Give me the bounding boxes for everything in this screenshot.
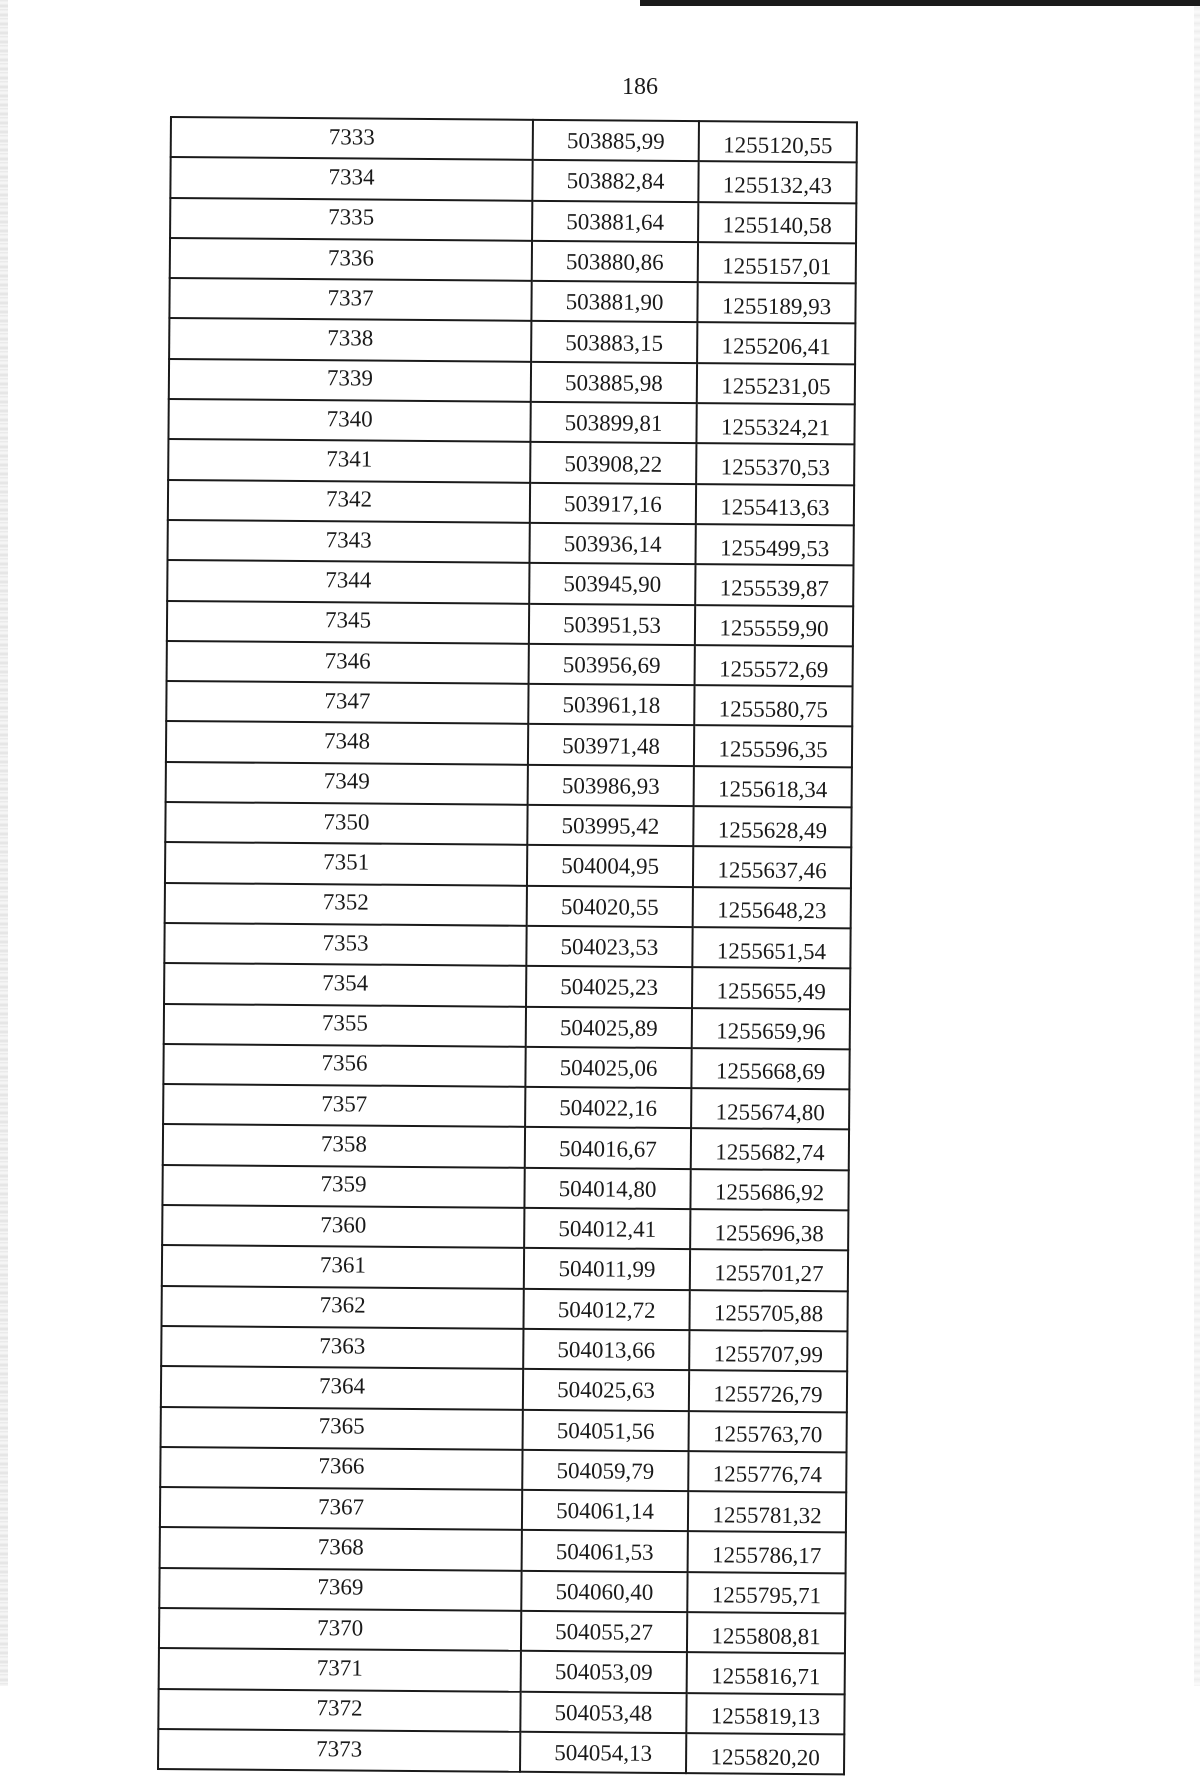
y-coordinate-cell: 1255674,80	[691, 1088, 849, 1130]
point-number-cell: 7362	[161, 1286, 523, 1329]
point-number-cell: 7370	[159, 1608, 521, 1651]
x-coordinate-cell: 503971,48	[528, 724, 694, 766]
x-coordinate-cell: 503917,16	[530, 483, 696, 525]
y-coordinate-cell: 1255820,20	[686, 1733, 844, 1775]
point-number-cell: 7368	[160, 1527, 522, 1570]
y-coordinate-cell: 1255763,70	[689, 1411, 847, 1453]
x-coordinate-cell: 503881,90	[531, 281, 697, 323]
point-number-cell: 7354	[164, 963, 526, 1006]
point-number-cell: 7337	[169, 278, 531, 321]
point-number-cell: 7351	[165, 842, 527, 885]
y-coordinate-cell: 1255539,87	[695, 564, 853, 606]
table-row	[164, 1004, 850, 1050]
x-coordinate-cell: 504012,41	[524, 1208, 690, 1250]
y-coordinate-cell: 1255596,35	[694, 726, 852, 768]
point-number-cell: 7342	[168, 480, 530, 523]
y-coordinate-cell: 1255637,46	[693, 846, 851, 888]
x-coordinate-cell: 503880,86	[532, 241, 698, 283]
point-number-cell: 7366	[160, 1447, 522, 1490]
x-coordinate-cell: 504023,53	[526, 926, 692, 968]
y-coordinate-cell: 1255668,69	[691, 1048, 849, 1090]
table-row	[169, 278, 855, 324]
y-coordinate-cell: 1255696,38	[690, 1209, 848, 1251]
table-row	[161, 1366, 847, 1412]
y-coordinate-cell: 1255206,41	[697, 323, 855, 365]
point-number-cell: 7365	[161, 1406, 523, 1449]
x-coordinate-cell: 504016,67	[525, 1127, 691, 1169]
y-coordinate-cell: 1255132,43	[698, 161, 856, 203]
y-coordinate-cell: 1255572,69	[695, 645, 853, 687]
table-row	[170, 238, 856, 284]
x-coordinate-cell: 504014,80	[524, 1168, 690, 1210]
table-row	[168, 439, 854, 485]
x-coordinate-cell: 503885,99	[533, 120, 699, 162]
y-coordinate-cell: 1255816,71	[687, 1652, 845, 1694]
table-row	[168, 399, 854, 445]
table-row	[169, 318, 855, 364]
table-row	[170, 198, 856, 244]
point-number-cell: 7341	[168, 439, 530, 482]
table-row	[158, 1689, 844, 1735]
y-coordinate-cell: 1255559,90	[695, 605, 853, 647]
point-number-cell: 7348	[166, 721, 528, 764]
page-number: 186	[622, 74, 658, 100]
table-row	[169, 359, 855, 405]
y-coordinate-cell: 1255231,05	[697, 363, 855, 405]
x-coordinate-cell: 503882,84	[532, 160, 698, 202]
x-coordinate-cell: 504061,53	[522, 1530, 688, 1572]
point-number-cell: 7371	[159, 1648, 521, 1691]
scan-left-edge	[0, 0, 8, 1686]
y-coordinate-cell: 1255686,92	[690, 1169, 848, 1211]
point-number-cell: 7357	[163, 1084, 525, 1127]
point-number-cell: 7363	[161, 1326, 523, 1369]
point-number-cell: 7339	[169, 359, 531, 402]
y-coordinate-cell: 1255120,55	[699, 121, 857, 163]
point-number-cell: 7335	[170, 198, 532, 241]
point-number-cell: 7333	[171, 117, 533, 160]
table-row	[159, 1608, 845, 1654]
y-coordinate-cell: 1255648,23	[693, 887, 851, 929]
table-row	[161, 1326, 847, 1372]
table-row	[159, 1568, 845, 1614]
table-row	[164, 923, 850, 969]
y-coordinate-cell: 1255786,17	[688, 1532, 846, 1574]
y-coordinate-cell: 1255499,53	[695, 524, 853, 566]
x-coordinate-cell: 503908,22	[530, 442, 696, 484]
y-coordinate-cell: 1255659,96	[692, 1008, 850, 1050]
table-row	[162, 1205, 848, 1251]
x-coordinate-cell: 503945,90	[529, 563, 695, 605]
x-coordinate-cell: 503995,42	[527, 805, 693, 847]
table-row	[171, 117, 857, 163]
table-row	[166, 721, 852, 767]
table-row	[165, 883, 851, 929]
x-coordinate-cell: 504011,99	[524, 1248, 690, 1290]
x-coordinate-cell: 503956,69	[529, 644, 695, 686]
point-number-cell: 7352	[165, 883, 527, 926]
y-coordinate-cell: 1255618,34	[694, 766, 852, 808]
point-number-cell: 7356	[163, 1044, 525, 1087]
y-coordinate-cell: 1255189,93	[697, 282, 855, 324]
table-row	[164, 963, 850, 1009]
x-coordinate-cell: 504055,27	[521, 1611, 687, 1653]
y-coordinate-cell: 1255781,32	[688, 1491, 846, 1533]
y-coordinate-cell: 1255808,81	[687, 1612, 845, 1654]
x-coordinate-cell: 504012,72	[523, 1288, 689, 1330]
point-number-cell: 7346	[167, 641, 529, 684]
point-number-cell: 7361	[162, 1245, 524, 1288]
x-coordinate-cell: 503936,14	[529, 523, 695, 565]
table-row	[167, 560, 853, 606]
x-coordinate-cell: 504059,79	[522, 1450, 688, 1492]
table-row	[165, 842, 851, 888]
table-row	[163, 1084, 849, 1130]
table-row	[161, 1286, 847, 1332]
point-number-cell: 7373	[158, 1729, 520, 1772]
x-coordinate-cell: 504013,66	[523, 1329, 689, 1371]
x-coordinate-cell: 504020,55	[527, 885, 693, 927]
point-number-cell: 7334	[170, 157, 532, 200]
table-row	[165, 802, 851, 848]
y-coordinate-cell: 1255580,75	[694, 685, 852, 727]
table-row	[167, 601, 853, 647]
x-coordinate-cell: 503881,64	[532, 200, 698, 242]
point-number-cell: 7343	[168, 520, 530, 563]
table-row	[163, 1044, 849, 1090]
table-row	[168, 480, 854, 526]
x-coordinate-cell: 504053,09	[521, 1651, 687, 1693]
y-coordinate-cell: 1255795,71	[687, 1572, 845, 1614]
y-coordinate-cell: 1255413,63	[696, 484, 854, 526]
point-number-cell: 7336	[170, 238, 532, 281]
y-coordinate-cell: 1255370,53	[696, 444, 854, 486]
table-row	[160, 1487, 846, 1533]
x-coordinate-cell: 503986,93	[528, 765, 694, 807]
table-row	[167, 641, 853, 687]
y-coordinate-cell: 1255726,79	[689, 1370, 847, 1412]
x-coordinate-cell: 503951,53	[529, 603, 695, 645]
point-number-cell: 7360	[162, 1205, 524, 1248]
point-number-cell: 7364	[161, 1366, 523, 1409]
table-row	[161, 1406, 847, 1452]
point-number-cell: 7349	[166, 762, 528, 805]
x-coordinate-cell: 503885,98	[531, 362, 697, 404]
point-number-cell: 7369	[159, 1568, 521, 1611]
x-coordinate-cell: 504053,48	[520, 1691, 686, 1733]
y-coordinate-cell: 1255628,49	[693, 806, 851, 848]
x-coordinate-cell: 504025,06	[525, 1047, 691, 1089]
x-coordinate-cell: 504004,95	[527, 845, 693, 887]
x-coordinate-cell: 504025,89	[526, 1006, 692, 1048]
point-number-cell: 7350	[165, 802, 527, 845]
x-coordinate-cell: 503961,18	[528, 684, 694, 726]
y-coordinate-cell: 1255682,74	[691, 1129, 849, 1171]
x-coordinate-cell: 503899,81	[530, 402, 696, 444]
y-coordinate-cell: 1255324,21	[696, 403, 854, 445]
y-coordinate-cell: 1255707,99	[689, 1330, 847, 1372]
point-number-cell: 7338	[169, 318, 531, 361]
table-row	[158, 1729, 844, 1775]
table-row	[162, 1245, 848, 1291]
x-coordinate-cell: 504061,14	[522, 1490, 688, 1532]
table-row	[163, 1124, 849, 1170]
point-number-cell: 7358	[163, 1124, 525, 1167]
table-row	[170, 157, 856, 203]
point-number-cell: 7340	[168, 399, 530, 442]
point-number-cell: 7347	[166, 681, 528, 724]
coordinates-table	[157, 116, 858, 1776]
y-coordinate-cell: 1255157,01	[698, 242, 856, 284]
point-number-cell: 7359	[162, 1165, 524, 1208]
x-coordinate-cell: 504054,13	[520, 1732, 686, 1774]
table-row	[166, 762, 852, 808]
point-number-cell: 7367	[160, 1487, 522, 1530]
table-row	[159, 1648, 845, 1694]
x-coordinate-cell: 504025,63	[523, 1369, 689, 1411]
y-coordinate-cell: 1255655,49	[692, 967, 850, 1009]
table-row	[160, 1527, 846, 1573]
x-coordinate-cell: 504025,23	[526, 966, 692, 1008]
coordinates-table-body	[158, 117, 857, 1775]
x-coordinate-cell: 503883,15	[531, 321, 697, 363]
point-number-cell: 7344	[167, 560, 529, 603]
point-number-cell: 7345	[167, 601, 529, 644]
y-coordinate-cell: 1255140,58	[698, 202, 856, 244]
x-coordinate-cell: 504060,40	[521, 1570, 687, 1612]
point-number-cell: 7353	[164, 923, 526, 966]
table-row	[162, 1165, 848, 1211]
y-coordinate-cell: 1255705,88	[689, 1290, 847, 1332]
x-coordinate-cell: 504051,56	[523, 1409, 689, 1451]
y-coordinate-cell: 1255819,13	[686, 1693, 844, 1735]
table-row	[160, 1447, 846, 1493]
scan-right-edge	[1194, 0, 1200, 1686]
top-rule	[640, 0, 1200, 6]
y-coordinate-cell: 1255651,54	[692, 927, 850, 969]
coordinates-table-container	[157, 116, 858, 1776]
y-coordinate-cell: 1255701,27	[690, 1249, 848, 1291]
table-row	[166, 681, 852, 727]
y-coordinate-cell: 1255776,74	[688, 1451, 846, 1493]
x-coordinate-cell: 504022,16	[525, 1087, 691, 1129]
point-number-cell: 7372	[158, 1689, 520, 1732]
table-row	[168, 520, 854, 566]
point-number-cell: 7355	[164, 1004, 526, 1047]
